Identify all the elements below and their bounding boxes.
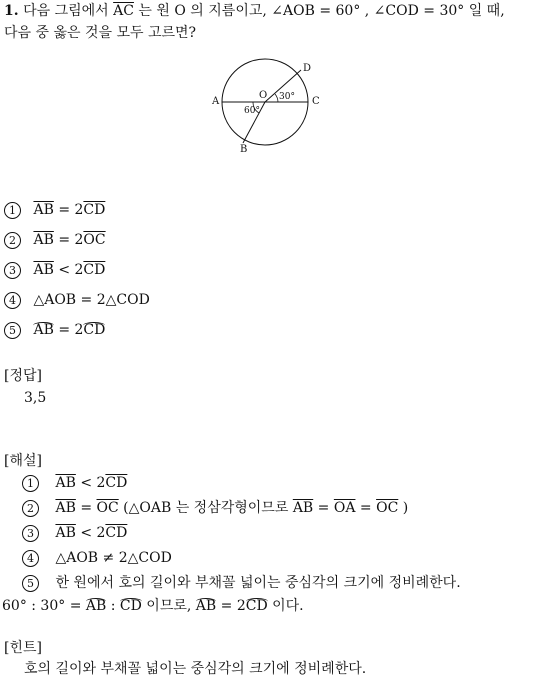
option-right-arc: CD (83, 322, 106, 338)
explanation-item-5 (22, 574, 461, 592)
label-c: C (312, 96, 320, 107)
option-3 (4, 261, 105, 279)
explanation-op: < 2 (80, 525, 106, 541)
question-line-1 (4, 2, 505, 20)
colon: : (106, 598, 120, 614)
option-left-arc: AB (33, 322, 54, 338)
option-right: $\overline{CD}$ (83, 202, 106, 218)
hint-header: [힌트] (4, 640, 42, 656)
label-a: A (212, 96, 220, 107)
explanation-number: 4 (22, 550, 39, 567)
option-number: 5 (4, 322, 21, 339)
arc-ab: AB (85, 598, 107, 614)
option-op: < 2 (58, 262, 84, 278)
explanation-continuation (2, 597, 304, 615)
option-op: = 2 (58, 202, 84, 218)
option-left: $\overline{AB}$ (33, 262, 54, 278)
seg-oc: $\overline{OC}$ (96, 500, 119, 516)
end-text: 이다. (267, 598, 304, 614)
arc-cd: CD (119, 598, 142, 614)
option-op: = 2 (58, 322, 84, 338)
angle-label-aob: 60° (244, 106, 260, 116)
explanation-right: $\overline{CD}$ (105, 475, 128, 491)
option-number: 1 (4, 202, 21, 219)
explanation-text: △AOB ≠ 2△COD (55, 550, 172, 566)
note: (△OAB 는 정삼각형이므로 (118, 500, 293, 516)
therefore-text: 이므로, (141, 598, 196, 614)
explanation-left: $\overline{AB}$ (55, 525, 76, 541)
explanation-header: [해설] (4, 453, 42, 469)
explanation-text: 한 원에서 호의 길이와 부채꼴 넓이는 중심각의 크기에 정비례한다. (55, 575, 461, 591)
explanation-number: 3 (22, 525, 39, 542)
option-4 (4, 291, 150, 309)
hint-text: 호의 길이와 부채꼴 넓이는 중심각의 크기에 정비례한다. (24, 661, 367, 677)
explanation-item-2 (22, 499, 408, 517)
answer-header: [정답] (4, 368, 42, 384)
option-right: $\overline{CD}$ (83, 262, 106, 278)
ratio-text: 60° : 30° = (2, 598, 86, 614)
option-left: $\overline{AB}$ (33, 232, 54, 248)
close-paren: ) (398, 500, 409, 516)
option-5 (4, 321, 105, 339)
angle-label-cod: 30° (279, 92, 295, 102)
question-text-a: 다음 그림에서 (23, 3, 109, 19)
eq-two: = 2 (216, 598, 246, 614)
option-right: $\overline{OC}$ (83, 232, 106, 248)
option-1 (4, 201, 105, 219)
angle-arc-cod (275, 94, 278, 102)
explanation-item-4 (22, 549, 172, 567)
question-number: 1. (4, 3, 19, 19)
segment-ac: $\overline{AC}$ (113, 3, 134, 19)
eq-2: = (313, 500, 334, 516)
eq: = (80, 500, 97, 516)
option-number: 3 (4, 262, 21, 279)
explanation-op: < 2 (80, 475, 106, 491)
explanation-number: 5 (22, 575, 39, 592)
explanation-number: 1 (22, 475, 39, 492)
option-number: 2 (4, 232, 21, 249)
answer-value: 3,5 (24, 390, 47, 406)
explanation-item-3 (22, 524, 127, 542)
option-number: 4 (4, 292, 21, 309)
seg-ab-2: $\overline{AB}$ (292, 500, 314, 516)
option-left: $\overline{AB}$ (33, 202, 54, 218)
circle-figure (208, 55, 328, 155)
question-text-b: 는 원 O 의 지름이고, ∠AOB = 60° , ∠COD = 30° 일 때, (138, 3, 505, 19)
label-o: O (259, 90, 268, 101)
seg-oc-2: $\overline{OC}$ (376, 500, 399, 516)
explanation-item-1 (22, 474, 127, 492)
eq-3: = (355, 500, 377, 516)
label-b: B (240, 144, 248, 155)
seg-oa: $\overline{OA}$ (333, 500, 356, 516)
arc-cd-2: CD (245, 598, 268, 614)
explanation-left: $\overline{AB}$ (55, 475, 76, 491)
explanation-right: $\overline{CD}$ (105, 525, 128, 541)
arc-ab-2: AB (195, 598, 217, 614)
seg-ab: $\overline{AB}$ (55, 500, 76, 516)
question-line-2: 다음 중 옳은 것을 모두 고르면? (4, 25, 197, 41)
label-d: D (303, 63, 312, 74)
explanation-number: 2 (22, 500, 39, 517)
option-text: △AOB = 2△COD (33, 292, 150, 308)
option-2 (4, 231, 106, 249)
option-op: = 2 (58, 232, 84, 248)
